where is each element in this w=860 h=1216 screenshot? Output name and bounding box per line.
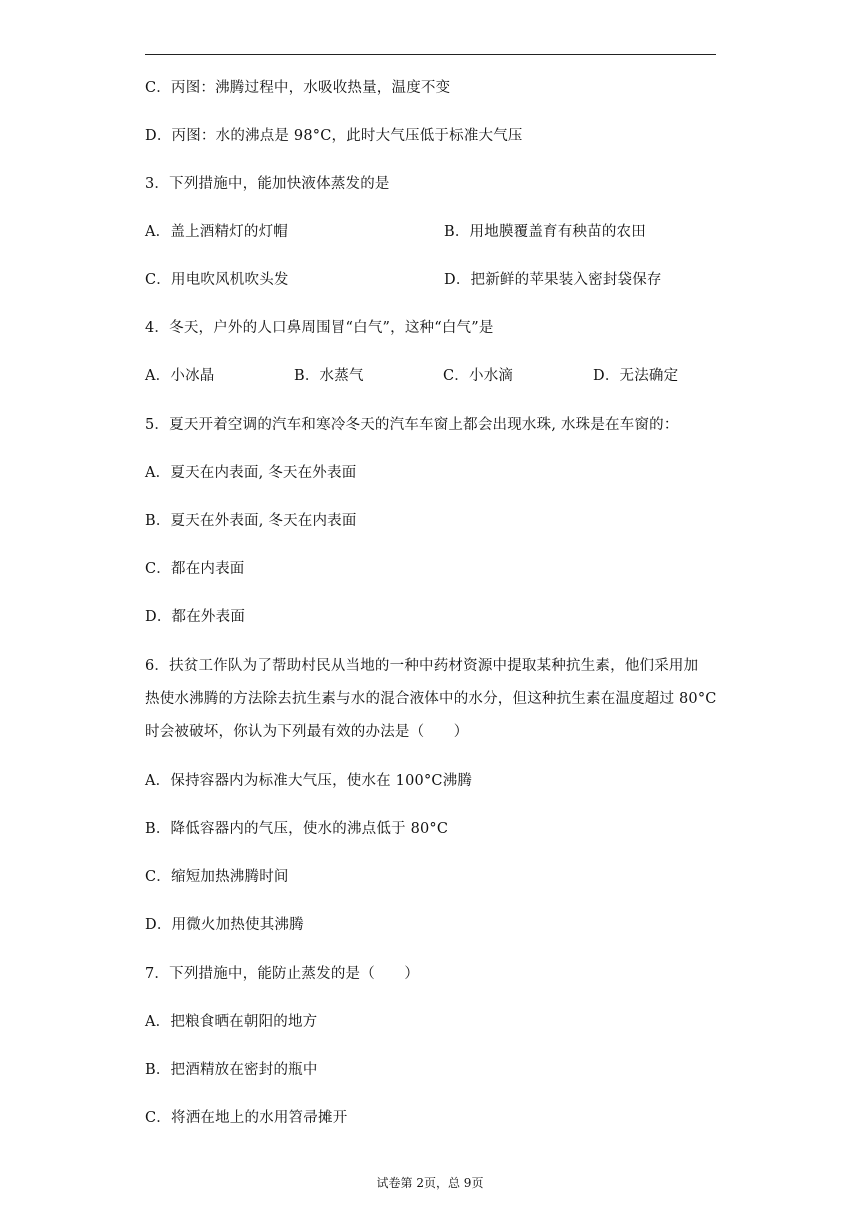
q6-stem-line-2: 热使水沸腾的方法除去抗生素与水的混合液体中的水分，但这种抗生素在温度超过 80°C (145, 691, 717, 707)
q4-option-c: C．小水滴 (443, 368, 514, 384)
q3-option-d: D．把新鲜的苹果装入密封袋保存 (444, 272, 662, 288)
q5-option-a: A．夏天在内表面, 冬天在外表面 (145, 465, 357, 481)
q6-stem-line-3: 时会被破坏，你认为下列最有效的办法是（ ） (145, 724, 469, 740)
q6-option-b: B．降低容器内的气压，使水的沸点低于 80°C (145, 821, 449, 837)
q6-option-a: A．保持容器内为标准大气压，使水在 100°C沸腾 (145, 773, 473, 789)
q7-stem: 7．下列措施中，能防止蒸发的是（ ） (145, 966, 420, 982)
q3-stem: 3．下列措施中，能加快液体蒸发的是 (145, 176, 390, 192)
q6-stem-line-1: 6．扶贫工作队为了帮助村民从当地的一种中药材资源中提取某种抗生素，他们采用加 (145, 658, 699, 674)
q3-option-c: C．用电吹风机吹头发 (145, 272, 289, 288)
q2-option-d: D．丙图：水的沸点是 98°C，此时大气压低于标准大气压 (145, 128, 523, 144)
q4-option-b: B．水蒸气 (294, 368, 364, 384)
q4-option-a: A．小冰晶 (145, 368, 215, 384)
q5-option-b: B．夏天在外表面, 冬天在内表面 (145, 513, 357, 529)
q3-option-b: B．用地膜覆盖育有秧苗的农田 (444, 224, 646, 240)
q6-option-c: C．缩短加热沸腾时间 (145, 869, 289, 885)
q5-option-c: C．都在内表面 (145, 561, 245, 577)
q7-option-a: A．把粮食晒在朝阳的地方 (145, 1014, 318, 1030)
q7-option-b: B．把酒精放在密封的瓶中 (145, 1062, 318, 1078)
q6-option-d: D．用微火加热使其沸腾 (145, 917, 304, 933)
header-rule (145, 54, 716, 55)
q4-option-d: D．无法确定 (593, 368, 679, 384)
q7-option-c: C．将洒在地上的水用笤帚摊开 (145, 1110, 348, 1126)
q4-stem: 4．冬天，户外的人口鼻周围冒“白气”，这种“白气”是 (145, 320, 494, 336)
q5-option-d: D．都在外表面 (145, 609, 246, 625)
q2-option-c: C．丙图：沸腾过程中，水吸收热量，温度不变 (145, 80, 451, 96)
q5-stem: 5．夏天开着空调的汽车和寒冷冬天的汽车车窗上都会出现水珠, 水珠是在车窗的： (145, 417, 679, 433)
page-footer: 试卷第 2页，总 9页 (376, 1176, 484, 1190)
q3-option-a: A．盖上酒精灯的灯帽 (145, 224, 288, 240)
